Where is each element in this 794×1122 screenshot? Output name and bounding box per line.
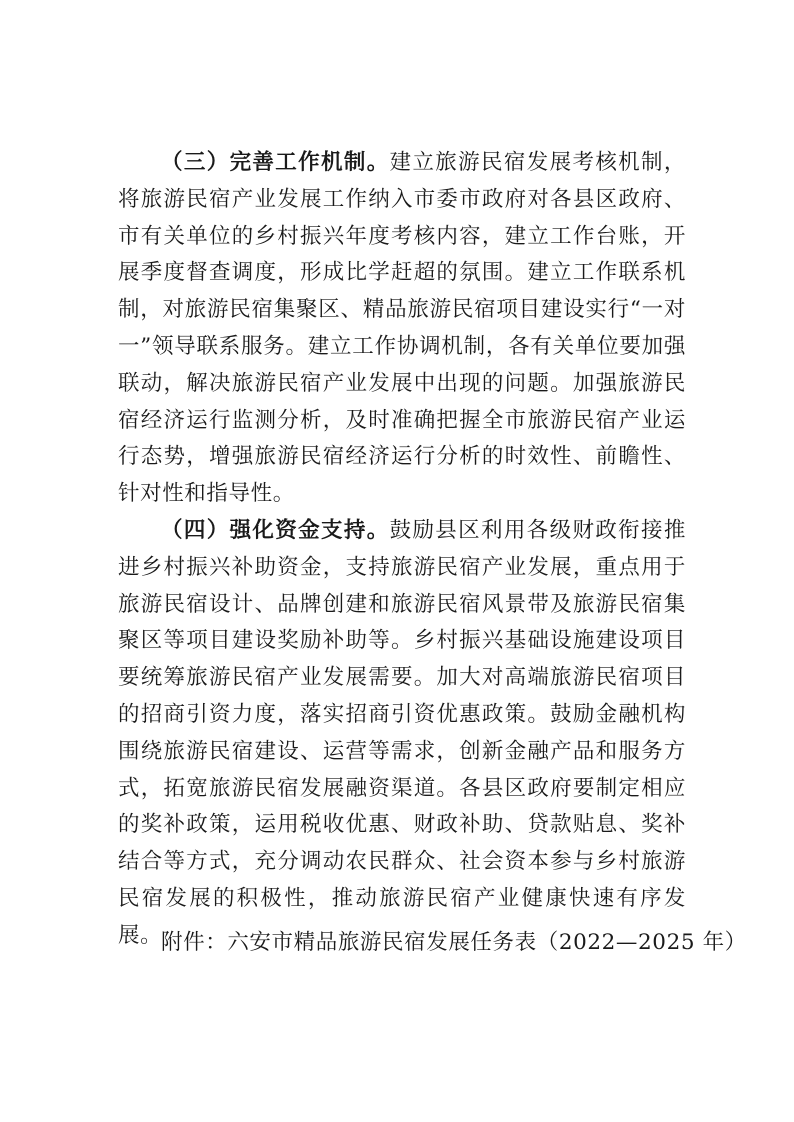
paragraph-section-4	[118, 513, 686, 955]
paragraph-section-3	[118, 145, 686, 513]
attachment-label: 附件：	[161, 930, 228, 955]
section-heading-3: （三）完善工作机制。	[161, 150, 390, 175]
section-body-3: 建立旅游民宿发展考核机制，将旅游民宿产业发展工作纳入市委市政府对各县区政府、市有关单位的乡村振兴年度考核内容，建立工作台账，开展季度督查调度，形成比学赶超的氛围。建立工作联系机制，对旅游民宿集聚区、精品旅游民宿项目建设实行“一对一”领导联系服务。建立工作协调机制，各有关单位要加强联动，解决旅游民宿产业发展中出现的问题。加强旅游民宿经济运行监测分析，及时准确把握全市旅游民宿产业运行态势，增强旅游民宿经济运行分析的时效性、前瞻性、针对性和指导性。	[118, 150, 686, 507]
attachment-title: 六安市精品旅游民宿发展任务表（2022—2025 年）	[227, 930, 747, 955]
attachment-line	[118, 925, 747, 962]
section-heading-4: （四）强化资金支持。	[161, 517, 390, 543]
section-body-4: 鼓励县区利用各级财政衔接推进乡村振兴补助资金，支持旅游民宿产业发展，重点用于旅游民宿设计、品牌创建和旅游民宿风景带及旅游民宿集聚区等项目建设奖励补助等。乡村振兴基础设施建设项目要统筹旅游民宿产业发展需要。加大对高端旅游民宿项目的招商引资力度，落实招商引资优惠政策。鼓励金融机构围绕旅游民宿建设、运营等需求，创新金融产品和服务方式，拓宽旅游民宿发展融资渠道。各县区政府要制定相应的奖补政策，运用税收优惠、财政补助、贷款贴息、奖补结合等方式，充分调动农民群众、社会资本参与乡村旅游民宿发展的积极性，推动旅游民宿产业健康快速有序发展。	[118, 517, 686, 948]
document-body	[118, 145, 686, 955]
